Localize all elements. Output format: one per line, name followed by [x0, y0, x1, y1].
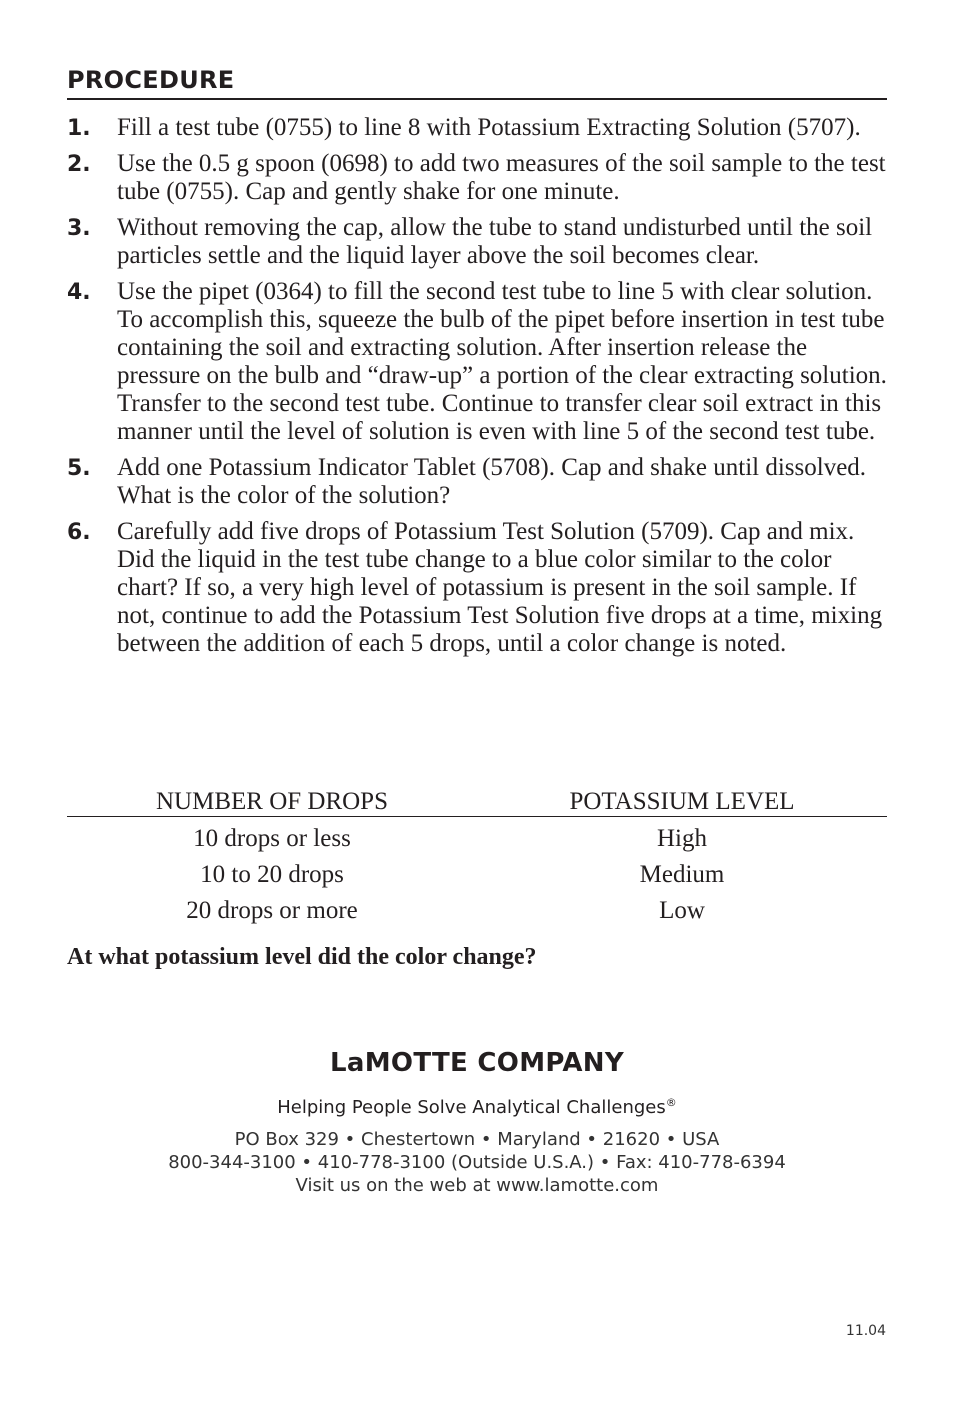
company-tagline — [0, 1096, 954, 1118]
procedure-step — [67, 214, 887, 270]
step-text: Without removing the cap, allow the tube to stand undisturbed until the soil particles settle and the liquid layer above the soil becomes clear. — [117, 214, 873, 269]
drops-cell: 10 to 20 drops — [200, 861, 344, 888]
column-header-level: POTASSIUM LEVEL — [569, 788, 795, 815]
table-header — [67, 788, 887, 817]
drops-cell: 10 drops or less — [193, 825, 351, 852]
step-text: Fill a test tube (0755) to line 8 with Potassium Extracting Solution (5707). — [117, 114, 861, 141]
procedure-step — [67, 454, 887, 510]
step-text: Add one Potassium Indicator Tablet (5708). Cap and shake until dissolved. What is the color of the solution? — [117, 454, 867, 509]
level-cell: Low — [659, 897, 705, 924]
procedure-step — [67, 278, 887, 446]
table-row — [67, 858, 887, 894]
level-cell: High — [657, 825, 707, 852]
step-number: 6. — [67, 520, 91, 545]
step-number: 3. — [67, 216, 91, 241]
procedure-step — [67, 518, 887, 658]
question-text: At what potassium level did the color change? — [67, 944, 537, 970]
step-text: Use the pipet (0364) to fill the second test tube to line 5 with clear solution. To accomplish this, squeeze the bulb of the pipet before insertion in test tube containing the soil and extracting solution. After insertion release the pressure on the bulb and “draw-up” a portion of the clear extracting solution. Transfer to the second test tube. Continue to transfer clear soil extract in this manner until the level of solution is even with line 5 of the second test tube. — [117, 278, 887, 445]
step-text: Carefully add five drops of Potassium Test Solution (5709). Cap and mix. Did the liquid in the test tube change to a blue color similar to the color chart? If so, a very high level of potassium is present in the soil sample. If not, continue to add the Potassium Test Solution five drops at a time, mixing between the addition of each 5 drops, until a color change is noted. — [117, 518, 883, 657]
step-number: 5. — [67, 456, 91, 481]
step-number: 1. — [67, 116, 91, 141]
registered-mark: ® — [665, 1096, 677, 1109]
column-header-drops: NUMBER OF DROPS — [155, 788, 388, 815]
drops-table — [67, 822, 887, 930]
level-cell: Medium — [639, 861, 725, 888]
address-line: PO Box 329 • Chestertown • Maryland • 21620 • USA — [234, 1129, 720, 1150]
procedure-steps — [67, 114, 887, 666]
step-number: 2. — [67, 152, 91, 177]
step-number: 4. — [67, 280, 91, 305]
version-number: 11.04 — [845, 1323, 886, 1339]
procedure-step — [67, 150, 887, 206]
procedure-heading: PROCEDURE — [67, 66, 887, 100]
procedure-step — [67, 114, 887, 142]
company-address — [0, 1128, 954, 1197]
phone-line: 800-344-3100 • 410-778-3100 (Outside U.S.A.) • Fax: 410-778-6394 — [168, 1152, 786, 1173]
step-text: Use the 0.5 g spoon (0698) to add two measures of the soil sample to the test tube (0755). Cap and gently shake for one minute. — [117, 150, 886, 205]
website-line: Visit us on the web at www.lamotte.com — [295, 1175, 659, 1196]
drops-cell: 20 drops or more — [186, 897, 358, 924]
table-row — [67, 822, 887, 858]
table-row — [67, 894, 887, 930]
tagline-text: Helping People Solve Analytical Challenges — [277, 1097, 666, 1118]
company-name: LaMOTTE COMPANY — [330, 1048, 624, 1078]
